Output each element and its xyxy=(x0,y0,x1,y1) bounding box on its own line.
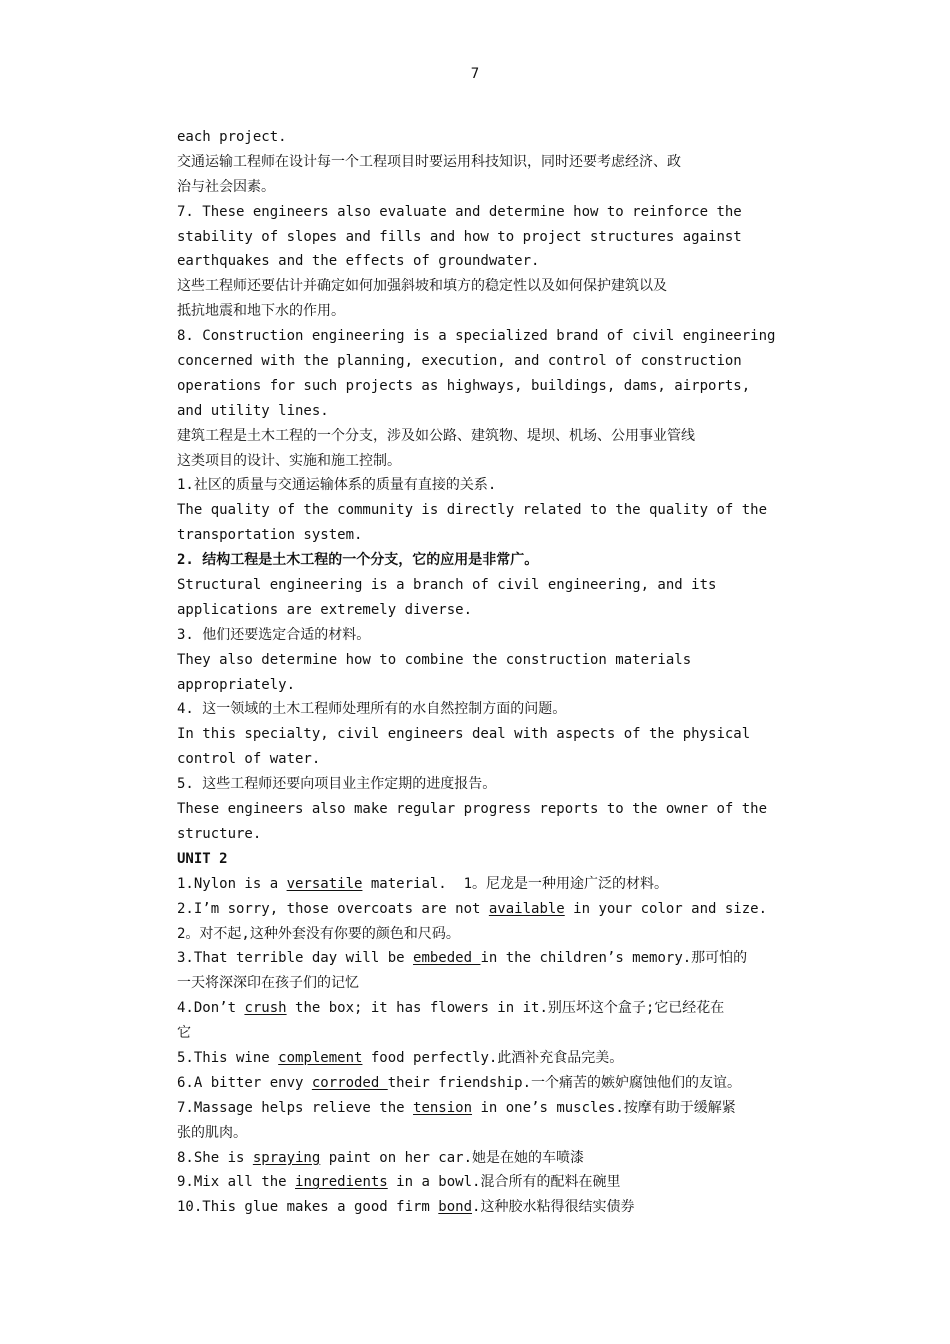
text-line: 4. 这一领域的土木工程师处理所有的水自然控制方面的问题。 xyxy=(177,701,567,718)
text-line: These engineers also make regular progress reports to the owner of the xyxy=(177,801,768,818)
text-line: control of water. xyxy=(177,751,321,768)
vocab-word: spraying xyxy=(252,1149,321,1166)
vocab-word: tension xyxy=(413,1099,473,1116)
vocab-text: 2.I’m sorry, those overcoats are not xyxy=(177,900,489,917)
vocab-text: food perfectly.此酒补充食品完美。 xyxy=(362,1049,624,1066)
text-line: earthquakes and the effects of groundwater. xyxy=(177,253,540,270)
text-line: Structural engineering is a branch of civil engineering, and its xyxy=(177,577,717,594)
vocab-text: 一天将深深印在孩子们的记忆 xyxy=(177,975,359,992)
vocab-line xyxy=(177,872,777,897)
text-line: concerned with the planning, execution, and control of construction xyxy=(177,353,742,370)
vocab-text: 2。对不起,这种外套没有你要的颜色和尺码。 xyxy=(177,925,460,942)
text-line: 7. These engineers also evaluate and determine how to reinforce the xyxy=(177,203,742,220)
text-line: 抵抗地震和地下水的作用。 xyxy=(177,303,345,320)
text-line: stability of slopes and fills and how to project structures against xyxy=(177,228,742,245)
document-body xyxy=(177,125,777,1220)
text-line: 8. Construction engineering is a specialized brand of civil engineering xyxy=(177,328,776,345)
vocab-word: embeded xyxy=(413,950,481,967)
vocab-text: 6.A bitter envy xyxy=(177,1074,312,1091)
text-line: The quality of the community is directly related to the quality of the xyxy=(177,502,768,519)
vocab-text: material. 1。尼龙是一种用途广泛的材料。 xyxy=(362,875,669,892)
vocab-line xyxy=(177,1195,777,1220)
vocab-line xyxy=(177,1046,777,1071)
page-number: 7 xyxy=(470,66,480,82)
vocab-line xyxy=(177,1146,777,1171)
text-line: 这些工程师还要估计并确定如何加强斜坡和填方的稳定性以及如何保护建筑以及 xyxy=(177,278,667,295)
vocab-text: 4.Don’t xyxy=(177,1000,245,1017)
text-line: 建筑工程是土木工程的一个分支，涉及如公路、建筑物、堤坝、机场、公用事业管线 xyxy=(177,427,695,444)
vocab-line xyxy=(177,946,777,971)
vocab-text: in one’s muscles.按摩有助于缓解紧 xyxy=(472,1099,736,1116)
vocab-line xyxy=(177,996,777,1021)
vocab-text: .这种胶水粘得很结实债券 xyxy=(472,1199,635,1216)
vocab-word: available xyxy=(488,900,565,917)
vocab-line xyxy=(177,922,777,947)
text-line: In this specialty, civil engineers deal with aspects of the physical xyxy=(177,726,751,743)
text-line: structure. xyxy=(177,825,262,842)
text-line: 治与社会因素。 xyxy=(177,178,275,195)
unit-heading: UNIT 2 xyxy=(177,850,228,867)
text-line: appropriately. xyxy=(177,676,296,693)
vocab-text: 它 xyxy=(177,1025,191,1042)
text-line: each project. xyxy=(177,129,287,145)
vocab-text: paint on her car.她是在她的车喷漆 xyxy=(320,1149,585,1166)
vocab-text: 1.Nylon is a xyxy=(177,875,287,892)
vocab-line xyxy=(177,1170,777,1195)
vocab-text: 张的肌肉。 xyxy=(177,1124,247,1141)
vocab-line xyxy=(177,897,777,922)
vocab-line xyxy=(177,971,777,996)
vocab-text: 7.Massage helps relieve the xyxy=(177,1099,414,1116)
vocab-text: 9.Mix all the xyxy=(177,1174,296,1191)
vocab-line xyxy=(177,1096,777,1121)
vocab-line xyxy=(177,1021,777,1046)
text-line: 3. 他们还要选定合适的材料。 xyxy=(177,626,371,643)
vocab-text: in your color and size. xyxy=(564,900,768,917)
text-line: 5. 这些工程师还要向项目业主作定期的进度报告。 xyxy=(177,776,497,793)
text-line: applications are extremely diverse. xyxy=(177,601,473,618)
vocab-word: bond xyxy=(438,1199,473,1216)
vocab-word: ingredients xyxy=(295,1174,388,1191)
vocab-text: 5.This wine xyxy=(177,1049,279,1066)
text-line: 1.社区的质量与交通运输体系的质量有直接的关系. xyxy=(177,477,497,494)
vocab-line xyxy=(177,1121,777,1146)
vocab-word: complement xyxy=(278,1049,363,1066)
text-line: They also determine how to combine the construction materials xyxy=(177,651,692,668)
vocab-text: 8.She is xyxy=(177,1149,253,1166)
vocab-text: in the children’s memory.那可怕的 xyxy=(480,950,748,967)
vocab-text: 10.This glue makes a good firm xyxy=(177,1199,439,1216)
vocab-text: 3.That terrible day will be xyxy=(177,950,414,967)
vocab-text: the box; it has flowers in it.别压坏这个盒子;它已经花在 xyxy=(286,1000,725,1017)
vocab-word: versatile xyxy=(286,875,363,892)
vocab-line xyxy=(177,1071,777,1096)
text-line: and utility lines. xyxy=(177,402,329,419)
text-line: 2. 结构工程是土木工程的一个分支，它的应用是非常广。 xyxy=(177,552,539,569)
text-line: operations for such projects as highways, buildings, dams, airports, xyxy=(177,377,751,394)
vocab-word: corroded xyxy=(311,1074,388,1091)
vocab-word: crush xyxy=(244,1000,287,1017)
text-line: 交通运输工程师在设计每一个工程项目时要运用科技知识，同时还要考虑经济、政 xyxy=(177,153,681,170)
vocab-text: their friendship.一个痛苦的嫉妒腐蚀他们的友谊。 xyxy=(387,1074,742,1091)
text-line: transportation system. xyxy=(177,527,363,544)
vocab-text: in a bowl.混合所有的配料在碗里 xyxy=(387,1174,621,1191)
text-line: 这类项目的设计、实施和施工控制。 xyxy=(177,452,401,469)
